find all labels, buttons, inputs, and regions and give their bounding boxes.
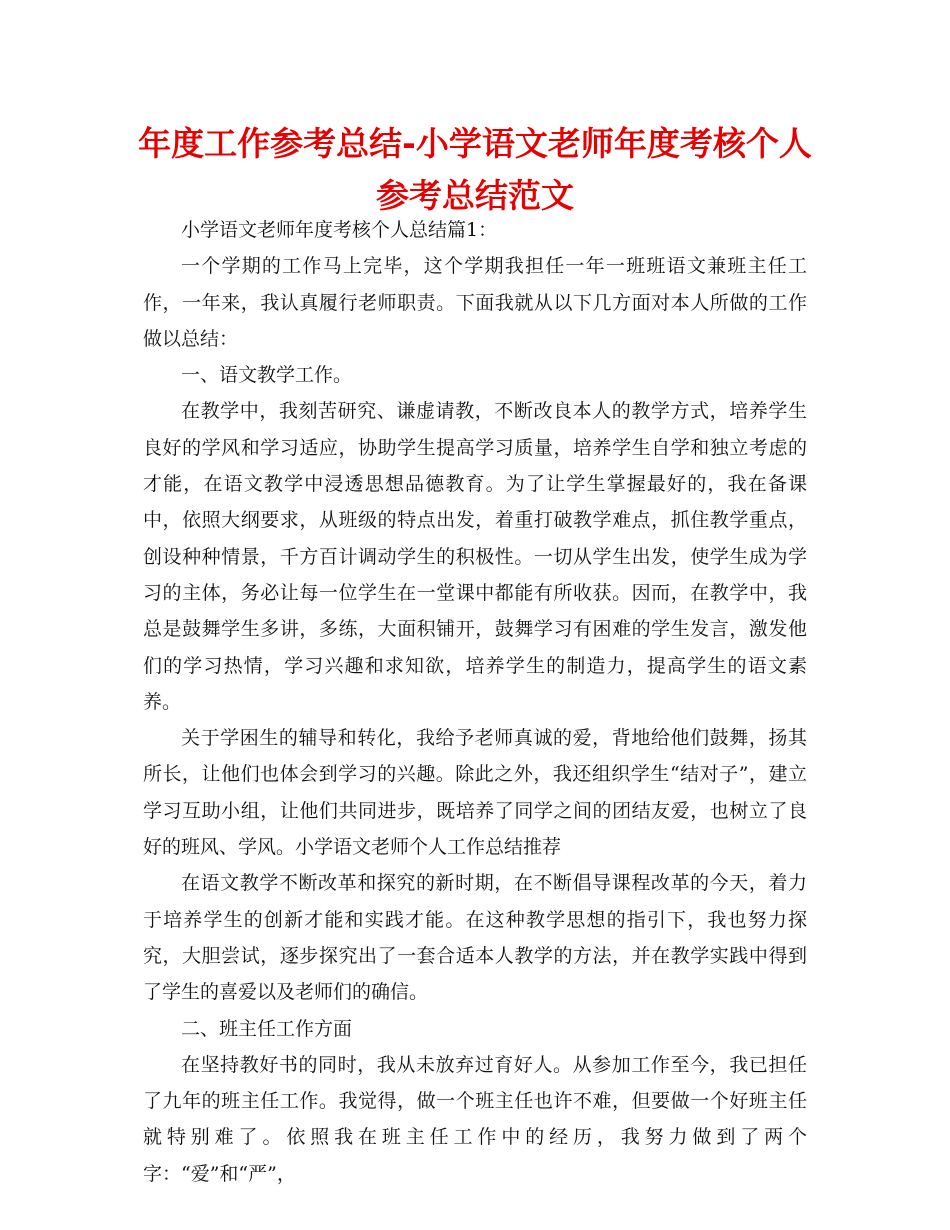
paragraph-reform-exploration: 在语文教学不断改革和探究的新时期，在不断倡导课程改革的今天，着力于培养学生的创新才能和实践才能。在这种教学思想的指引下，我也努力探究，大胆尝试，逐步探究出了一套合适本人教学的方法，并在教学实践中得到了学生的喜爱以及老师们的确信。	[143, 872, 807, 1004]
paragraph-intro: 一个学期的工作马上完毕，这个学期我担任一年一班班语文兼班主任工作，一年来，我认真履行老师职责。下面我就从以下几方面对本人所做的工作做以总结：	[143, 255, 807, 350]
paragraph-struggling-students: 关于学困生的辅导和转化，我给予老师真诚的爱，背地给他们鼓舞，扬其所长，让他们也体会到学习的兴趣。除此之外，我还组织学生“结对子”，建立学习互助小组，让他们共同进步，既培养了同学之间的团结友爱，也树立了良好的班风、学风。小学语文老师个人工作总结推荐	[143, 727, 807, 859]
document-title: 年度工作参考总结-小学语文老师年度考核个人参考总结范文	[138, 124, 812, 215]
paragraph-teaching-methods: 在教学中，我刻苦研究、谦虚请教，不断改良本人的教学方式，培养学生良好的学风和学习适应，协助学生提高学习质量，培养学生自学和独立考虑的才能，在语文教学中浸透思想品德教育。为了让学生掌握最好的，我在备课中，依照大纲要求，从班级的特点出发，着重打破教学难点，抓住教学重点，创设种种情景，千方百计调动学生的积极性。一切从学生出发，使学生成为学习的主体，务必让每一位学生在一堂课中都能有所收获。因而，在教学中，我总是鼓舞学生多讲，多练，大面积铺开，鼓舞学习有困难的学生发言，激发他们的学习热情，学习兴趣和求知欲，培养学生的制造力，提高学生的语文素养。	[143, 400, 807, 713]
section-heading-chinese-teaching: 一、语文教学工作。	[181, 364, 353, 387]
paragraph-class-teacher-work: 在坚持教好书的同时，我从未放弃过育好人。从参加工作至今，我已担任了九年的班主任工作。我觉得，做一个班主任也许不难，但要做一个好班主任就特别难了。依照我在班主任工作中的经历，我努力做到了两个字：“爱”和“严”，	[143, 1053, 807, 1185]
document-body	[143, 212, 807, 1192]
paragraph-heading-1: 小学语文老师年度考核个人总结篇1：	[181, 219, 498, 241]
section-heading-class-teacher: 二、班主任工作方面	[181, 1017, 353, 1040]
